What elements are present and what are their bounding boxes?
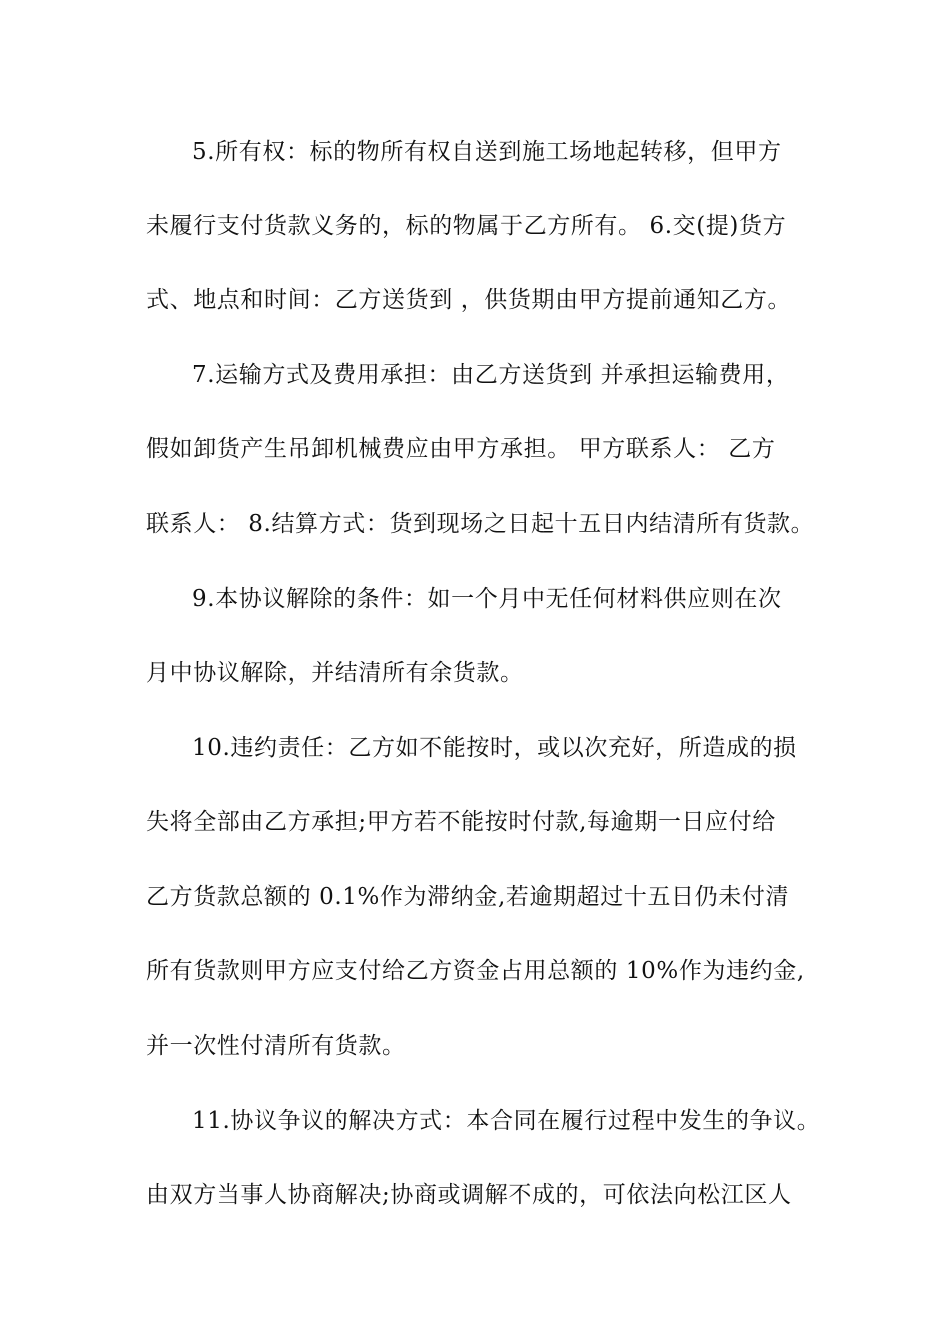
text-line: 联系人： 8.结算方式：货到现场之日起十五日内结清所有货款。 [146, 511, 815, 537]
text-line: 由双方当事人协商解决;协商或调解不成的，可依法向松江区人 [146, 1182, 792, 1208]
text-line: 式、地点和时间：乙方送货到 ，供货期由甲方提前通知乙方。 [146, 287, 792, 313]
text-line: 并一次性付清所有货款。 [146, 1033, 406, 1059]
text-line: 失将全部由乙方承担;甲方若不能按时付款,每逾期一日应付给 [146, 809, 776, 835]
text-line: 假如卸货产生吊卸机械费应由甲方承担。 甲方联系人： 乙方 [146, 436, 776, 462]
text-line: 10.违约责任：乙方如不能按时，或以次充好，所造成的损 [192, 735, 797, 761]
text-line: 11.协议争议的解决方式：本合同在履行过程中发生的争议。 [192, 1108, 821, 1134]
text-line: 所有货款则甲方应支付给乙方资金占用总额的 10%作为违约金, [146, 958, 805, 984]
text-line: 乙方货款总额的 0.1%作为滞纳金,若逾期超过十五日仍未付清 [146, 884, 790, 910]
text-line: 未履行支付货款义务的，标的物属于乙方所有。 6.交(提)货方 [146, 213, 787, 239]
text-line: 月中协议解除，并结清所有余货款。 [146, 660, 524, 686]
text-line: 7.运输方式及费用承担：由乙方送货到 并承担运输费用， [192, 362, 790, 388]
text-line: 9.本协议解除的条件：如一个月中无任何材料供应则在次 [192, 586, 782, 612]
text-line: 5.所有权：标的物所有权自送到施工场地起转移，但甲方 [192, 139, 782, 165]
